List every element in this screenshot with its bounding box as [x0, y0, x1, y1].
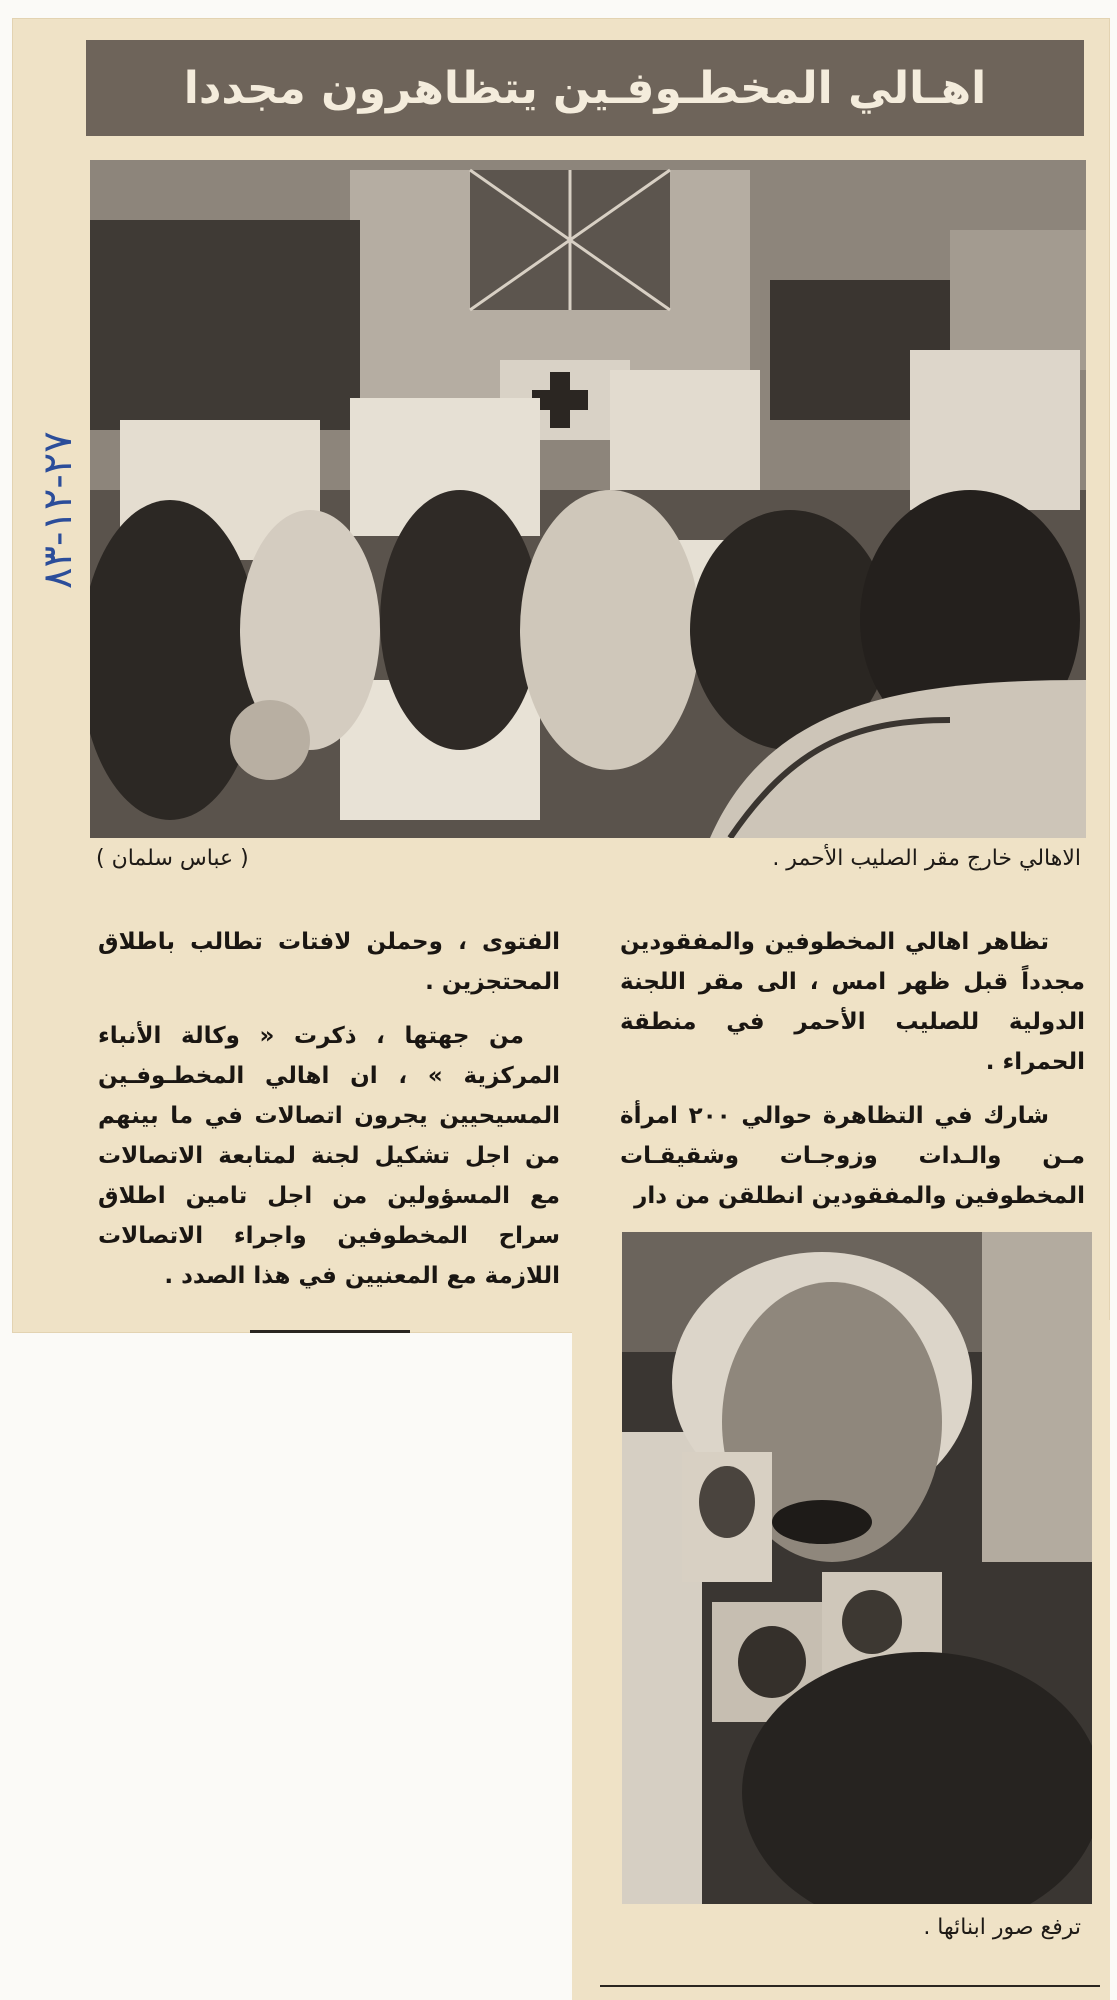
mother-photo	[622, 1232, 1092, 1904]
right-paragraph-2: شارك في التظاهرة حوالي ٢٠٠ امرأة مـن والـدات وزوجـات وشقيقـات المخطوفين والمفقودين انطلقن من دار	[620, 1103, 1085, 1209]
handwritten-date: ٢٧-١٢-٨٣	[35, 431, 81, 589]
headline-bar	[86, 40, 1084, 136]
photo1-credit: ( عباس سلمان )	[96, 846, 249, 871]
left-column	[98, 922, 560, 1310]
right-paragraph-1: تظاهر اهالي المخطوفين والمفقودين مجدداً قبل ظهر امس ، الى مقر اللجنة الدولية للصليب الأحمر في منطقة الحمراء .	[620, 929, 1085, 1075]
column-divider	[250, 1330, 410, 1333]
headline: اهـالي المخطـوفـين يتظاهرون مجددا	[183, 62, 987, 114]
left-paragraph-1: الفتوى ، وحملن لافتات تطالب باطلاق المحتجزين .	[98, 929, 560, 995]
bottom-rule	[600, 1985, 1100, 1987]
photo2-caption: ترفع صور ابنائها .	[923, 1915, 1081, 1940]
photo1-caption: الاهالي خارج مقر الصليب الأحمر .	[772, 846, 1081, 871]
right-column	[620, 922, 1085, 1230]
protest-photo	[90, 160, 1086, 838]
left-paragraph-2: من جهتها ، ذكرت « وكالة الأنباء المركزية » ، ان اهالي المخطـوفـين المسيحيين يجرون اتصالات في ما بينهم من اجل تشكيل لجنة لمتابعة الاتصالات مع المسؤولين من اجل تامين اطلاق سراح المخطوفين واجراء الاتصالات اللازمة مع المعنيين في هذا الصدد .	[98, 1023, 560, 1289]
